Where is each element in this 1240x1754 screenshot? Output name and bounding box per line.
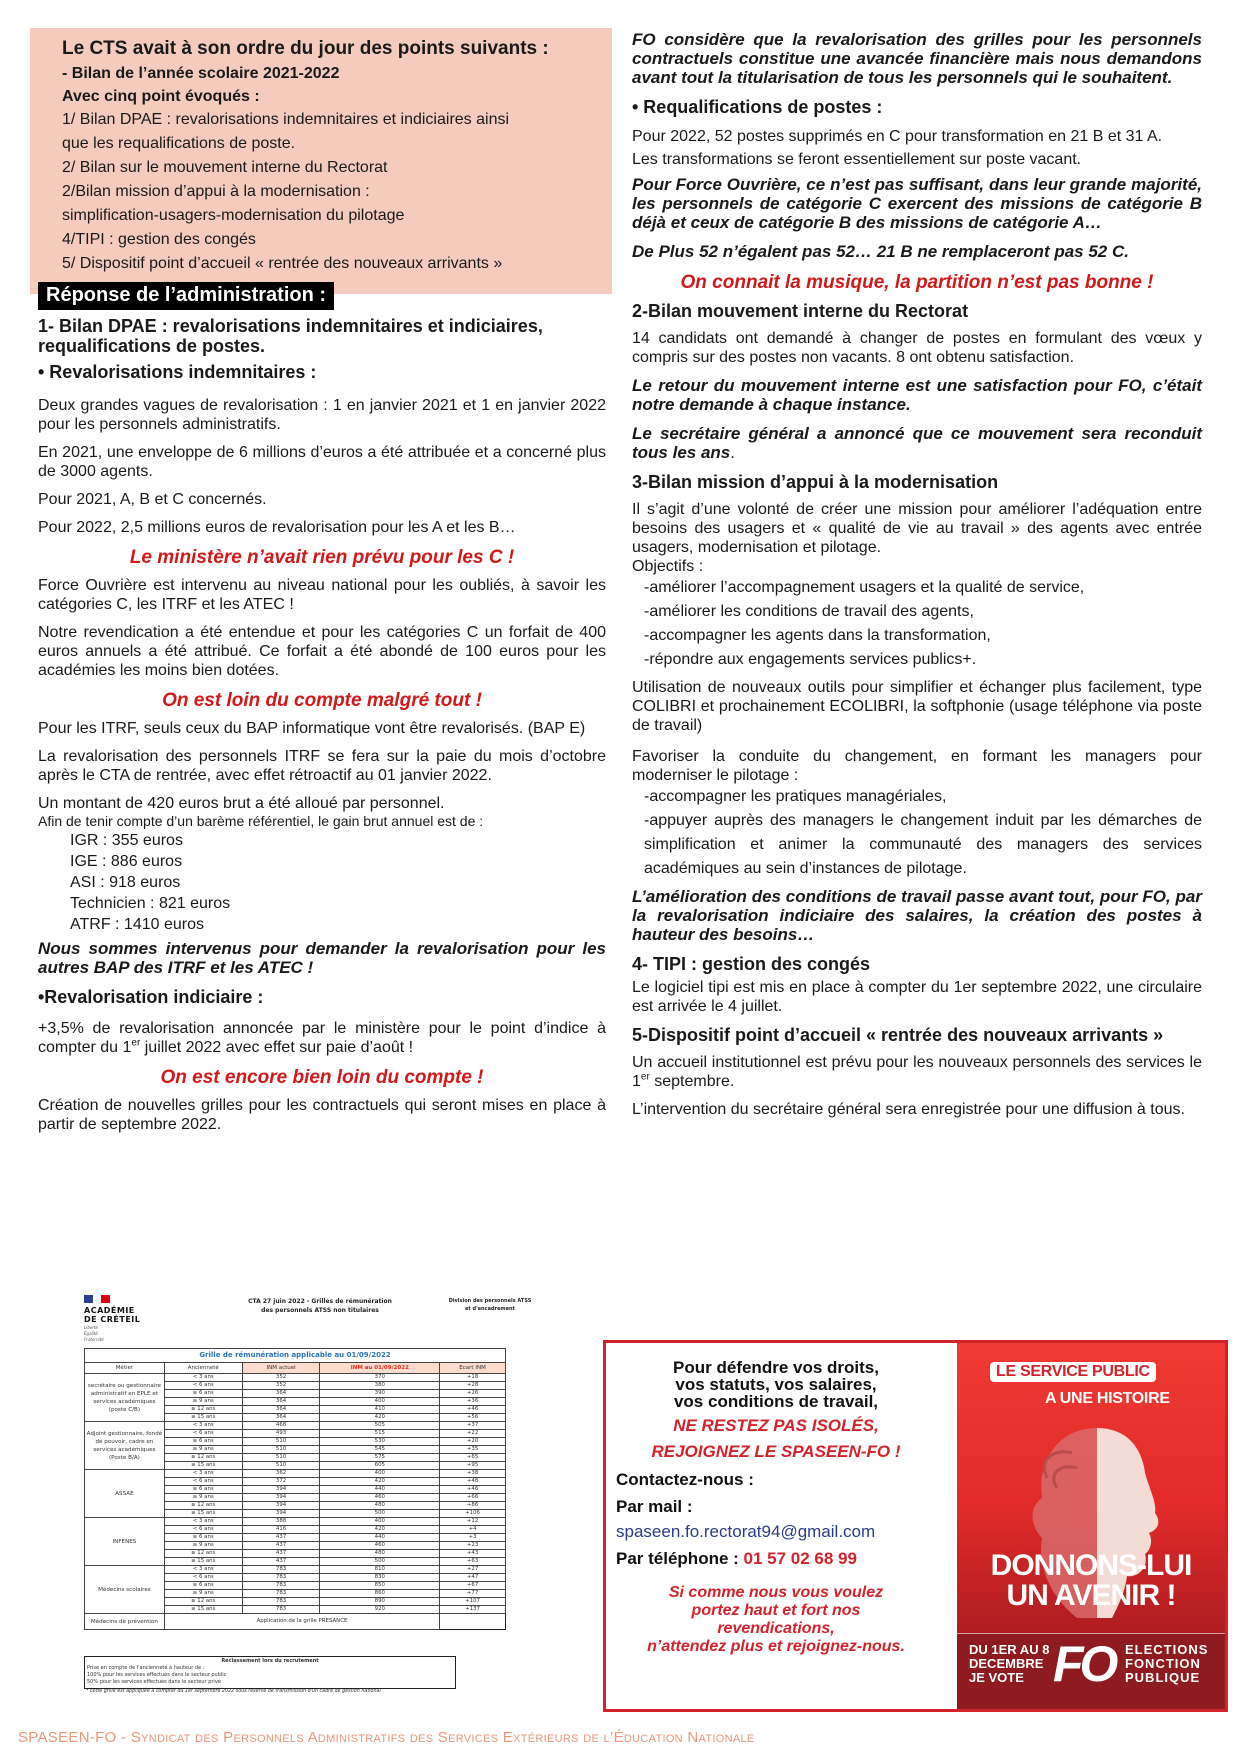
grid-cell: < 6 ans: [164, 1478, 242, 1486]
grid-cell: < 6 ans: [164, 1526, 242, 1534]
paragraph: Pour 2022, 2,5 millions euros de revalorisation pour les A et les B…: [38, 519, 516, 536]
grid-cell: < 6 ans: [164, 1574, 242, 1582]
grid-cell: 380: [320, 1382, 440, 1390]
grid-cell: 783: [242, 1590, 320, 1598]
grid-cell: ≥ 15 ans: [164, 1462, 242, 1470]
grid-cell: 493: [242, 1430, 320, 1438]
grid-cell: ≥ 9 ans: [164, 1398, 242, 1406]
pay-grid-document: [70, 1285, 550, 1710]
subheading-requalifications: • Requalifications de postes :: [632, 97, 883, 117]
grid-footnote: * cette grille est appliquée à compter du 1er septembre 2022 sous réserve de transmission d'un cadre de gestion national: [86, 1689, 381, 1694]
grid-cell: 352: [242, 1374, 320, 1382]
grid-cell: ≥ 6 ans: [164, 1390, 242, 1398]
grid-cell: ≥ 12 ans: [164, 1550, 242, 1558]
paragraph: Afin de tenir compte d’un barème référentiel, le gain brut annuel est de :: [38, 813, 484, 829]
grid-cell: ≥ 12 ans: [164, 1598, 242, 1606]
col-header: INM actuel: [242, 1363, 320, 1374]
grid-cell: +22: [440, 1430, 506, 1438]
col-header: Ancienneté: [164, 1363, 242, 1374]
grid-cell: +86: [440, 1502, 506, 1510]
grid-cell: 575: [320, 1454, 440, 1462]
grid-cell: ≥ 15 ans: [164, 1414, 242, 1422]
paragraph: Les transformations se feront essentiellement sur poste vacant.: [632, 151, 1082, 168]
grid-cell: 400: [320, 1470, 440, 1478]
table-row: [85, 1518, 506, 1526]
grid-cell: 783: [242, 1574, 320, 1582]
paragraph: Force Ouvrière est intervenu au niveau national pour les oubliés, à savoir les catégories C, les ITRF et les ATEC !: [38, 577, 606, 613]
agenda-item: 2/Bilan mission d’appui à la modernisation :: [62, 183, 370, 200]
grid-cell: 480: [320, 1502, 440, 1510]
fo-statement: De Plus 52 n’égalent pas 52… 21 B ne remplaceront pas 52 C.: [632, 242, 1129, 261]
grid-cell: < 6 ans: [164, 1430, 242, 1438]
defend-line: vos conditions de travail,: [673, 1392, 879, 1411]
agenda-item: simplification-usagers-modernisation du pilotage: [62, 207, 405, 224]
grid-cell: 372: [242, 1478, 320, 1486]
join-line: REJOIGNEZ LE SPASEEN-FO !: [651, 1442, 901, 1461]
objectif-item: -améliorer l’accompagnement usagers et la qualité de service,: [644, 579, 1085, 596]
grid-cell: ≥ 15 ans: [164, 1558, 242, 1566]
grid-cell: 420: [320, 1526, 440, 1534]
col-header: INM au 01/09/2022: [320, 1363, 440, 1374]
reclassement-box: Reclassement lors du recrutement Prise en compte de l'ancienneté à hauteur de : 100% pour les services effectués dans le secteur public 50% pour les services effectués dans le secteur privé: [84, 1656, 456, 1689]
paragraph: +3,5% de revalorisation annoncée par le ministère pour le point d’indice à compter du 1er juillet 2022 avec effet sur paie d’août !: [38, 1020, 606, 1056]
grid-cell: 605: [320, 1462, 440, 1470]
email-link[interactable]: spaseen.fo.rectorat94@gmail.com: [616, 1522, 876, 1541]
objectif-item: -améliorer les conditions de travail des agents,: [644, 603, 974, 620]
managers-item: -appuyer auprès des managers le changement induit par les démarches de simplification et animer la communauté des managers des services académiques au sein d’instances de pilotage.: [644, 812, 1202, 877]
grid-cell: 388: [242, 1518, 320, 1526]
fo-logo: FO: [1053, 1636, 1115, 1692]
left-column: [38, 282, 606, 1143]
grid-cell: 460: [320, 1542, 440, 1550]
fo-statement: Nous sommes intervenus pour demander la revalorisation pour les autres BAP des ITRF et les ATEC !: [38, 939, 606, 977]
vote-dates: DU 1ER AU 8 DECEMBRE JE VOTE: [969, 1642, 1050, 1685]
join-line: NE RESTEZ PAS ISOLÉS,: [673, 1416, 879, 1435]
managers-list: [632, 785, 1202, 881]
grid-cell: 510: [242, 1462, 320, 1470]
grid-cell: 510: [242, 1454, 320, 1462]
grid-cell: +47: [440, 1574, 506, 1582]
mail-label: Par mail :: [616, 1497, 693, 1516]
grid-cell: 362: [242, 1470, 320, 1478]
grid-cell: 783: [242, 1566, 320, 1574]
objectif-item: -répondre aux engagements services publics+.: [644, 651, 977, 668]
grid-cell: ≥ 12 ans: [164, 1454, 242, 1462]
grid-cell: +12: [440, 1518, 506, 1526]
agenda-item: 1/ Bilan DPAE : revalorisations indemnitaires et indiciaires ainsi: [62, 111, 510, 128]
phone-link[interactable]: 01 57 02 68 99: [743, 1549, 857, 1568]
grid-caption: Grille de rémunération applicable au 01/09/2022: [85, 1349, 506, 1363]
grid-cell: ≥ 6 ans: [164, 1582, 242, 1590]
grid-cell: +27: [440, 1566, 506, 1574]
grid-cell: +4: [440, 1526, 506, 1534]
table-row: [85, 1374, 506, 1382]
grid-cell: 394: [242, 1502, 320, 1510]
poster-tag: A UNE HISTOIRE: [1045, 1390, 1170, 1407]
grid-cell: 440: [320, 1486, 440, 1494]
paragraph: Utilisation de nouveaux outils pour simplifier et échanger plus facilement, type COLIBRI et prochainement ECOLIBRI, la softphonie (usage téléphone via poste de travail): [632, 679, 1202, 734]
right-column: [632, 30, 1202, 1128]
grid-cell: < 3 ans: [164, 1566, 242, 1574]
election-poster: [957, 1343, 1225, 1709]
footer-org: SPASEEN-FO -: [18, 1729, 131, 1746]
elections-label: ELECTIONS FONCTION PUBLIQUE: [1125, 1642, 1209, 1685]
grid-cell: ≥ 6 ans: [164, 1486, 242, 1494]
grid-cell: ≥ 15 ans: [164, 1606, 242, 1614]
paragraph: Un montant de 420 euros brut a été alloué par personnel.: [38, 795, 445, 812]
grid-cell: ≥ 12 ans: [164, 1502, 242, 1510]
metier-cell: Adjoint gestionnaire, fondé de pouvoir, cadre en services académiques (Poste B/A): [85, 1422, 165, 1470]
grid-cell: 352: [242, 1382, 320, 1390]
metier-cell: Médecins de prévention: [85, 1614, 165, 1630]
agenda-box: [30, 28, 612, 294]
grid-cell: ≥ 15 ans: [164, 1510, 242, 1518]
grid-doc-title: CTA 27 juin 2022 - Grilles de rémunération des personnels ATSS non titulaires: [248, 1298, 392, 1314]
agenda-intro: Avec cinq point évoqués :: [62, 88, 260, 105]
grid-cell: +65: [440, 1454, 506, 1462]
grid-cell: 783: [242, 1606, 320, 1614]
grid-cell: 364: [242, 1390, 320, 1398]
grid-cell: +77: [440, 1590, 506, 1598]
grid-cell: +36: [440, 1398, 506, 1406]
republic-flag-icon: [84, 1295, 110, 1303]
gain-item: IGE : 886 euros: [70, 853, 183, 870]
table-row: [85, 1470, 506, 1478]
col-header: Métier: [85, 1363, 165, 1374]
grid-cell: 410: [320, 1406, 440, 1414]
grid-cell: +3: [440, 1534, 506, 1542]
table-row: [85, 1614, 506, 1630]
grid-cell: 860: [320, 1590, 440, 1598]
grid-cell: ≥ 6 ans: [164, 1534, 242, 1542]
empty-cell: [440, 1614, 506, 1630]
marianne-profile-icon: [1017, 1418, 1177, 1648]
grid-cell: 530: [320, 1438, 440, 1446]
page-footer: [18, 1729, 755, 1746]
poster-slogan: DONNONS-LUI UN AVENIR !: [990, 1549, 1192, 1612]
grid-cell: +66: [440, 1494, 506, 1502]
fo-statement: Le secrétaire général a annoncé que ce mouvement sera reconduit tous les ans.: [632, 424, 1202, 462]
footer-fullname: Syndicat des Personnels Administratifs des Services Extérieurs de l’Éducation Nationale: [130, 1729, 755, 1746]
grid-cell: 364: [242, 1398, 320, 1406]
grid-cell: 390: [320, 1390, 440, 1398]
grid-cell: ≥ 9 ans: [164, 1590, 242, 1598]
grid-cell: 515: [320, 1430, 440, 1438]
agenda-item: 2/ Bilan sur le mouvement interne du Rectorat: [62, 159, 388, 176]
grid-cell: 510: [242, 1438, 320, 1446]
gain-item: ASI : 918 euros: [70, 874, 181, 891]
agenda-item: 4/TIPI : gestion des congés: [62, 231, 256, 248]
cta-text: Si comme nous vous voulez portez haut et fort nos revendications, n’attendez plus et rejoignez-nous.: [647, 1584, 905, 1655]
grid-cell: ≥ 9 ans: [164, 1542, 242, 1550]
section-3-title: 3-Bilan mission d’appui à la modernisation: [632, 472, 999, 492]
grid-cell: ≥ 12 ans: [164, 1406, 242, 1414]
objectifs-list: [632, 576, 1202, 672]
grid-cell: 394: [242, 1494, 320, 1502]
grid-doc-division: Division des personnels ATSS et d'encadrement: [448, 1298, 532, 1312]
grid-cell: 420: [320, 1478, 440, 1486]
table-row: [85, 1422, 506, 1430]
paragraph: Création de nouvelles grilles pour les contractuels qui seront mises en place à partir de septembre 2022.: [38, 1097, 606, 1133]
agenda-item: 5/ Dispositif point d’accueil « rentrée des nouveaux arrivants »: [62, 255, 503, 272]
fo-statement: Le retour du mouvement interne est une satisfaction pour FO, c’était notre demande à chaque instance.: [632, 376, 1202, 414]
grid-cell: +67: [440, 1582, 506, 1590]
grid-cell: +43: [440, 1550, 506, 1558]
paragraph: Pour 2021, A, B et C concernés.: [38, 491, 267, 508]
grid-cell: < 3 ans: [164, 1422, 242, 1430]
paragraph: Notre revendication a été entendue et pour les catégories C un forfait de 400 euros annuels a été attribué. Ce forfait a été abondé de 100 euros pour les académies les moins bien dotées.: [38, 624, 606, 679]
grid-cell: ≥ 9 ans: [164, 1446, 242, 1454]
agenda-item: que les requalifications de poste.: [62, 135, 296, 152]
grid-cell: 890: [320, 1598, 440, 1606]
highlight-red: On est encore bien loin du compte !: [160, 1067, 484, 1088]
grid-cell: < 3 ans: [164, 1470, 242, 1478]
paragraph: 14 candidats ont demandé à changer de postes en formulant des vœux y compris sur des postes non vacants. 8 ont obtenu satisfaction.: [632, 330, 1202, 366]
paragraph: La revalorisation des personnels ITRF se fera sur la paie du mois d’octobre après le CTA de rentrée, avec effet rétroactif au 01 janvier 2022.: [38, 748, 606, 784]
grid-cell: +28: [440, 1382, 506, 1390]
highlight-red: On connait la musique, la partition n’est pas bonne !: [680, 272, 1154, 293]
objectifs-label: Objectifs :: [632, 558, 704, 575]
col-header: Ecart INM: [440, 1363, 506, 1374]
metier-cell: secrétaire ou gestionnaire administratif en EPLE et services académiques (poste C/B): [85, 1374, 165, 1422]
grid-cell: 437: [242, 1534, 320, 1542]
grid-cell: 370: [320, 1374, 440, 1382]
grid-cell: 400: [320, 1518, 440, 1526]
paragraph: Pour les ITRF, seuls ceux du BAP informatique vont être revalorisés. (BAP E): [38, 720, 586, 737]
phone-row: Par téléphone : 01 57 02 68 99: [616, 1549, 857, 1568]
grid-cell: 850: [320, 1582, 440, 1590]
defend-line: Pour défendre vos droits,: [673, 1358, 879, 1377]
gain-item: Technicien : 821 euros: [70, 895, 231, 912]
grid-cell: 500: [320, 1510, 440, 1518]
grid-cell: 364: [242, 1414, 320, 1422]
grid-cell: 920: [320, 1606, 440, 1614]
grid-cell: 416: [242, 1526, 320, 1534]
grid-cell: +18: [440, 1374, 506, 1382]
grid-cell: 783: [242, 1598, 320, 1606]
admin-response-heading: Réponse de l’administration :: [38, 282, 334, 310]
highlight-red: Le ministère n’avait rien prévu pour les C !: [129, 547, 515, 568]
grid-cell: +107: [440, 1598, 506, 1606]
grid-cell: +137: [440, 1606, 506, 1614]
grid-cell: 420: [320, 1414, 440, 1422]
defend-line: vos statuts, vos salaires,: [675, 1375, 877, 1394]
grid-cell: +48: [440, 1478, 506, 1486]
section-1-title: 1- Bilan DPAE : revalorisations indemnitaires et indiciaires, requalifications de postes.: [38, 316, 543, 356]
paragraph: Un accueil institutionnel est prévu pour les nouveaux personnels des services le 1er septembre.: [632, 1054, 1202, 1090]
grid-cell: +37: [440, 1422, 506, 1430]
subheading-indemnitaires: • Revalorisations indemnitaires :: [38, 362, 317, 382]
paragraph: L’intervention du secrétaire général sera enregistrée pour une diffusion à tous.: [632, 1101, 1185, 1118]
paragraph: En 2021, une enveloppe de 6 millions d’euros a été attribuée et a concerné plus de 3000 agents.: [38, 444, 606, 480]
grid-cell: +23: [440, 1542, 506, 1550]
grid-cell: +20: [440, 1438, 506, 1446]
grid-cell: 394: [242, 1510, 320, 1518]
grid-cell: 364: [242, 1406, 320, 1414]
fo-statement: L’amélioration des conditions de travail passe avant tout, pour FO, par la revalorisation indiciaire des salaires, la création des postes à hauteur des besoins…: [632, 887, 1202, 944]
paragraph: Favoriser la conduite du changement, en formant les managers pour moderniser le pilotage :: [632, 748, 1202, 784]
metier-cell: INFENES: [85, 1518, 165, 1566]
grid-cell: 783: [242, 1582, 320, 1590]
pay-grid-table: [84, 1348, 506, 1630]
grid-cell: 394: [242, 1486, 320, 1494]
managers-item: -accompagner les pratiques managériales,: [644, 788, 947, 805]
gain-list: [38, 830, 606, 935]
grid-cell: 460: [320, 1494, 440, 1502]
gain-item: IGR : 355 euros: [70, 832, 183, 849]
grid-cell: 480: [320, 1550, 440, 1558]
contact-label: Contactez-nous :: [616, 1470, 754, 1489]
grid-cell: 500: [320, 1558, 440, 1566]
grid-cell: 437: [242, 1542, 320, 1550]
grid-cell: 810: [320, 1566, 440, 1574]
subheading-indiciaire: •Revalorisation indiciaire :: [38, 987, 264, 1007]
grid-cell: < 3 ans: [164, 1374, 242, 1382]
objectif-item: -accompagner les agents dans la transformation,: [644, 627, 991, 644]
grid-cell: 468: [242, 1422, 320, 1430]
grid-cell: +35: [440, 1446, 506, 1454]
highlight-red: On est loin du compte malgré tout !: [162, 690, 482, 711]
grid-cell: +26: [440, 1390, 506, 1398]
grid-cell: +63: [440, 1558, 506, 1566]
poster-tag: LE SERVICE PUBLIC: [990, 1362, 1156, 1382]
academie-logo: ACADÉMIE DE CRÉTEIL Liberté Égalité Fraternité: [84, 1295, 140, 1342]
section-5-title: 5-Dispositif point d’accueil « rentrée des nouveaux arrivants »: [632, 1025, 1164, 1045]
grid-cell: 440: [320, 1534, 440, 1542]
fo-statement: FO considère que la revalorisation des grilles pour les personnels contractuels constitue une avancée financière mais nous demandons avant tout la titularisation de tous les personnels qui le souhaitent.: [632, 30, 1202, 87]
grid-cell: +46: [440, 1486, 506, 1494]
grid-cell: 545: [320, 1446, 440, 1454]
paragraph: Il s’agit d’une volonté de créer une mission pour améliorer l’adéquation entre besoins des usagers et « qualité de vie au travail » des agents avec entrée usagers, modernisation et pilotage.: [632, 501, 1202, 556]
paragraph: Le logiciel tipi est mis en place à compter du 1er septembre 2022, une circulaire est arrivée le 4 juillet.: [632, 979, 1202, 1015]
gain-item: ATRF : 1410 euros: [70, 916, 204, 933]
grid-cell: 437: [242, 1558, 320, 1566]
paragraph: Pour 2022, 52 postes supprimés en C pour transformation en 21 B et 31 A.: [632, 128, 1163, 145]
grid-cell: < 6 ans: [164, 1382, 242, 1390]
grid-cell: +46: [440, 1406, 506, 1414]
paragraph: Deux grandes vagues de revalorisation : 1 en janvier 2021 et 1 en janvier 2022 pour les personnels administratifs.: [38, 397, 606, 433]
grid-cell: +106: [440, 1510, 506, 1518]
grid-cell: ≥ 6 ans: [164, 1438, 242, 1446]
grid-cell: +56: [440, 1414, 506, 1422]
section-4-title: 4- TIPI : gestion des congés: [632, 954, 871, 974]
metier-cell: ASSAE: [85, 1470, 165, 1518]
fo-statement: Pour Force Ouvrière, ce n’est pas suffisant, dans leur grande majorité, les personnels de catégorie C exercent des missions de catégorie B déjà et ceux de catégorie B des missions de catégorie A…: [632, 175, 1202, 232]
table-row: [85, 1566, 506, 1574]
grid-cell: 400: [320, 1398, 440, 1406]
agenda-title: Le CTS avait à son ordre du jour des points suivants :: [62, 38, 549, 59]
grid-cell: 830: [320, 1574, 440, 1582]
metier-cell: Médecins scolaires: [85, 1566, 165, 1614]
grid-cell: < 3 ans: [164, 1518, 242, 1526]
grid-cell: 505: [320, 1422, 440, 1430]
grid-cell: 510: [242, 1446, 320, 1454]
grid-cell: ≥ 9 ans: [164, 1494, 242, 1502]
section-2-title: 2-Bilan mouvement interne du Rectorat: [632, 301, 969, 321]
agenda-subtitle: - Bilan de l’année scolaire 2021-2022: [62, 65, 340, 82]
grid-cell: +38: [440, 1470, 506, 1478]
grid-cell: 437: [242, 1550, 320, 1558]
grid-cell: Application de la grille PRESANCE: [164, 1614, 439, 1630]
grid-cell: +95: [440, 1462, 506, 1470]
